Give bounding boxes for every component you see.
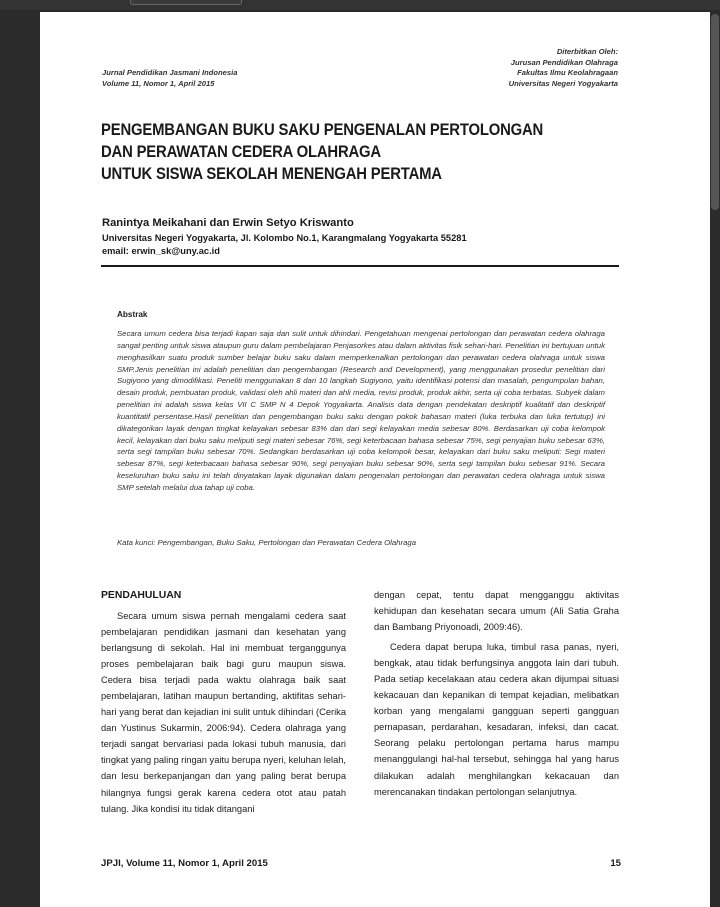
- document-page: [40, 12, 710, 907]
- publisher-faculty: Fakultas Ilmu Keolahragaan: [517, 68, 618, 77]
- author-email: email: erwin_sk@uny.ac.id: [102, 245, 220, 256]
- journal-name: Jurnal Pendidikan Jasmani Indonesia: [102, 68, 238, 77]
- title-line-2: DAN PERAWATAN CEDERA OLAHRAGA: [101, 143, 381, 161]
- keywords: Kata kunci: Pengembangan, Buku Saku, Pertolongan dan Perawatan Cedera Olahraga: [117, 538, 417, 547]
- footer-citation: JPJI, Volume 11, Nomor 1, April 2015: [101, 858, 268, 869]
- scrollbar-thumb[interactable]: [711, 14, 719, 210]
- paper-title: [101, 119, 569, 185]
- page-number: 15: [610, 858, 621, 869]
- right-column: [374, 587, 619, 800]
- publisher-header: [509, 47, 618, 89]
- journal-header: [102, 68, 237, 89]
- affiliation-block: [102, 232, 467, 257]
- right-paragraph-1: dengan cepat, tentu dapat mengganggu aktivitas kehidupan dan kesehatan secara umum (Ali Satia Graha dan Bambang Priyonoadi, 2009:46).: [374, 590, 619, 633]
- right-paragraph-2: Cedera dapat berupa luka, timbul rasa panas, nyeri, bengkak, atau tidak berfungsinya anggota lain dari tubuh. Pada setiap kecelakaan atau cedera akan dijumpai situasi kekacauan dan kepanikan di tempat kejadian, melibatkan korban yang mengalami gangguan seperti gangguan pernapasan, perdarahan, kesadaran, infeksi, dan cacat. Seorang pelaku pertolongan pertama harus mampu menanggulangi hal-hal tersebut, sehingga hal yang harus dilakukan adalah menghilangkan kekacauan dan merencanakan tindakan pertolongan selanjutnya.: [374, 642, 619, 797]
- abstract-heading: Abstrak: [117, 310, 148, 319]
- affiliation: Universitas Negeri Yogyakarta, Jl. Kolombo No.1, Karangmalang Yogyakarta 55281: [102, 233, 467, 243]
- title-line-3: UNTUK SISWA SEKOLAH MENENGAH PERTAMA: [101, 165, 442, 183]
- publisher-university: Universitas Negeri Yogyakarta: [508, 78, 618, 88]
- abstract-text: Secara umum cedera bisa terjadi kapan saja dan sulit untuk dihindari. Pengetahuan mengenai pertolongan dan perawatan cedera olahraga sangat penting untuk siswa ataupun guru dalam pembelajaran Penjasorkes atau dalam aktivitas fisik sehari-hari. Penelitian ini bertujuan untuk menghasilkan suatu produk sumber belajar buku saku dalam memperkenalkan pertolongan dan perawatan cedera olahraga untuk siswa SMP.Jenis penelitian ini adalah penelitian dan pengembangan (Research and Development), yang menggunakan prosedur penelitian dari Sugiyono yang dimodifikasi. Peneliti menggunakan 8 dari 10 langkah Sugiyono, yaitu identifikasi potensi dan masalah, pengumpulan bahan, desain produk, pembuatan produk, validasi oleh ahli materi dan ahli media, revisi produk, produk akhir, serta uji coba terbatas. Subyek dalam penelitian ini adalah siswa kelas VII C SMP N 4 Depok Yogyakarta. Analisis data dengan pendekatan deskriptif kualitatif dan deskriptif kuantitatif persentase.Hasil penelitian dan pengembangan buku saku dengan pokok bahasan materi (luka terbuka dan luka tertutup) ini dikategorikan layak dengan tingkat kelayakan sebesar 83% dan dari segi kelayakan media sebesar 80%. Berdasarkan uji coba kelompok kecil, kelayakan dari buku saku meliputi segi materi sebesar 76%, segi keterbacaan bahasa sebesar 75%, segi penyajian buku sebesar 63%, serta segi tampilan buku sebesar 70%. Sedangkan berdasarkan uji coba kelompok besar, kelayakan dari buku saku meliputi: Segi materi sebesar 87%, segi keterbacaan bahasa sebesar 90%, segi penyajian buku sebesar 90%, serta segi tampilan buku sebesar 91%. Secara keseluruhan buku saku ini telah dinyatakan layak digunakan dalam pengenalan pertolongan dan perawatan cedera olahraga untuk siswa SMP setelah melalui dua tahap uji coba.: [117, 329, 605, 492]
- journal-volume: Volume 11, Nomor 1, April 2015: [102, 78, 215, 88]
- left-paragraph: Secara umum siswa pernah mengalami cedera saat pembelajaran pendidikan jasmani dan kesehatan yang berlangsung di sekolah. Hal ini membuat terganggunya proses pembelajaran baik bagi guru maupun siswa. Cedera bisa terjadi pada waktu olahraga baik saat pembelajaran, latihan maupun bertanding, aktifitas sehari-hari yang berat dan kejadian ini sulit untuk dihindari (Cerika dan Yustinus Sukarmin, 2006:94). Cedera olahraga yang terjadi sangat bervariasi pada lokasi tubuh manusia, dari tingkat yang paling ringan yaitu berupa nyeri, keluhan lelah, dan lesu berkepanjangan dan yang paling berat berupa hilangnya fungsi gerak karena cedera otot atau patah tulang. Jika kondisi itu tidak ditangani: [101, 611, 346, 814]
- header-divider: [101, 265, 619, 267]
- section-heading: PENDAHULUAN: [101, 590, 182, 601]
- left-column: [101, 608, 346, 817]
- publisher-label: Diterbitkan Oleh:: [556, 47, 618, 56]
- viewer-toolbar: [0, 0, 720, 10]
- title-line-1: PENGEMBANGAN BUKU SAKU PENGENALAN PERTOLONGAN: [101, 121, 544, 139]
- authors: Ranintya Meikahani dan Erwin Setyo Kriswanto: [102, 217, 354, 229]
- viewer-tab[interactable]: [130, 0, 242, 5]
- publisher-department: Jurusan Pendidikan Olahraga: [510, 57, 618, 67]
